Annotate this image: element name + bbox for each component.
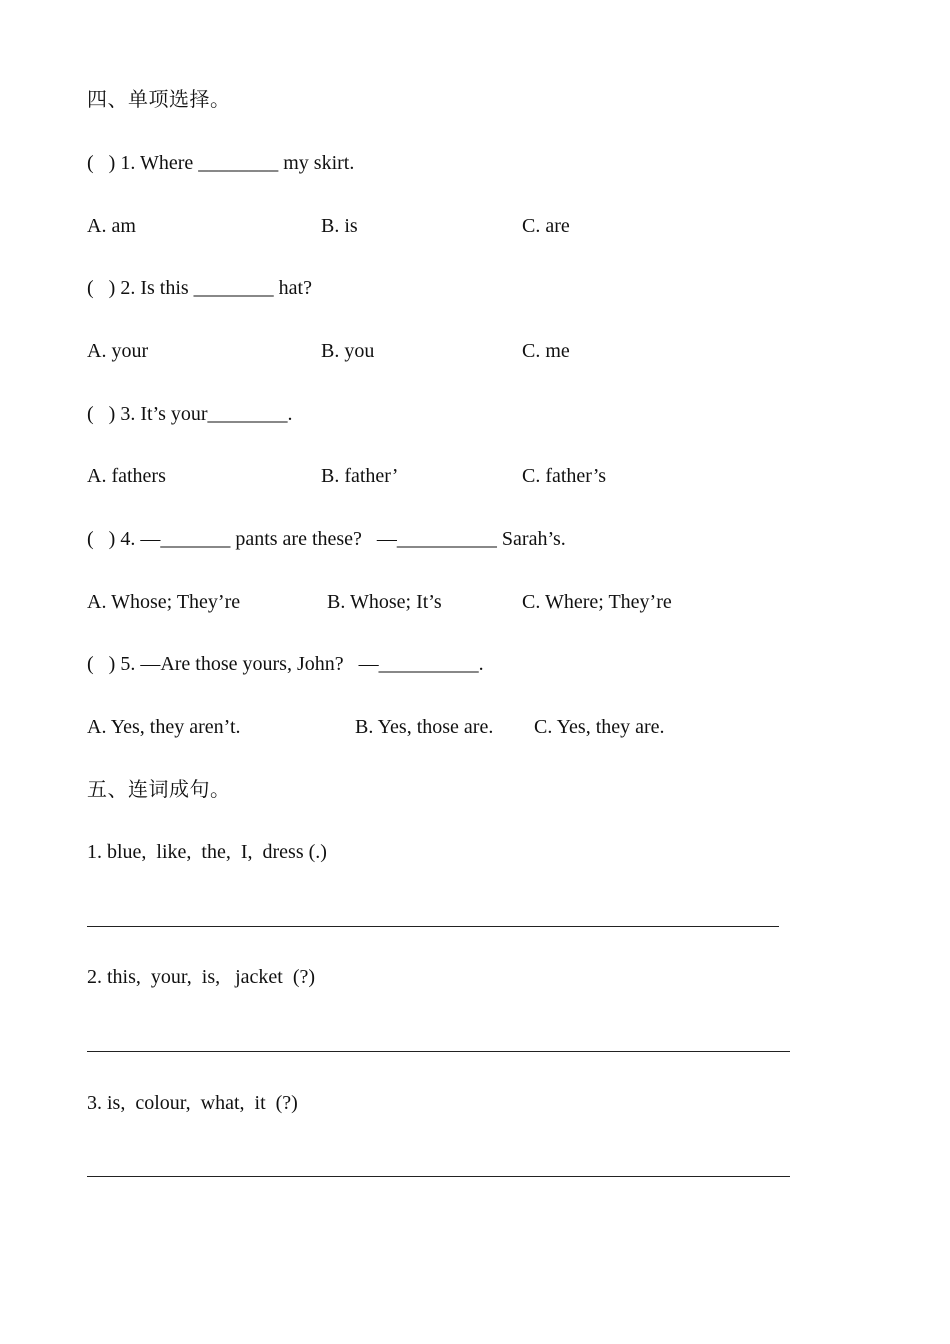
answer-line-1[interactable] [87, 926, 779, 927]
question-2-option-a: A. your [87, 340, 149, 362]
answer-line-3[interactable] [87, 1176, 790, 1177]
question-3-stem: ( ) 3. It’s your________. [87, 403, 293, 425]
question-1-option-b: B. is [321, 215, 358, 237]
question-4-option-a: A. Whose; They’re [87, 591, 241, 613]
question-3-option-b: B. father’ [321, 465, 399, 487]
question-3-option-c: C. father’s [522, 465, 607, 487]
question-5-option-b: B. Yes, those are. [355, 716, 494, 738]
question-1-stem: ( ) 1. Where ________ my skirt. [87, 152, 355, 174]
question-4-stem: ( ) 4. —_______ pants are these? —__________ Sarah’s. [87, 528, 566, 550]
reorder-item-1: 1. blue, like, the, I, dress (.) [87, 841, 327, 863]
reorder-item-2: 2. this, your, is, jacket (?) [87, 966, 316, 988]
reorder-item-3: 3. is, colour, what, it (?) [87, 1092, 298, 1114]
question-5-option-c: C. Yes, they are. [534, 716, 665, 738]
question-5-option-a: A. Yes, they aren’t. [87, 716, 241, 738]
question-5-stem: ( ) 5. —Are those yours, John? —__________. [87, 653, 484, 675]
question-2-option-b: B. you [321, 340, 375, 362]
answer-line-2[interactable] [87, 1051, 790, 1052]
section-5-heading: 五、连词成句。 [87, 777, 231, 801]
question-4-option-b: B. Whose; It’s [327, 591, 442, 613]
question-3-option-a: A. fathers [87, 465, 166, 487]
question-1-option-a: A. am [87, 215, 136, 237]
question-1-option-c: C. are [522, 215, 570, 237]
question-4-option-c: C. Where; They’re [522, 591, 672, 613]
question-2-stem: ( ) 2. Is this ________ hat? [87, 277, 312, 299]
question-2-option-c: C. me [522, 340, 570, 362]
section-4-heading: 四、单项选择。 [87, 87, 231, 111]
